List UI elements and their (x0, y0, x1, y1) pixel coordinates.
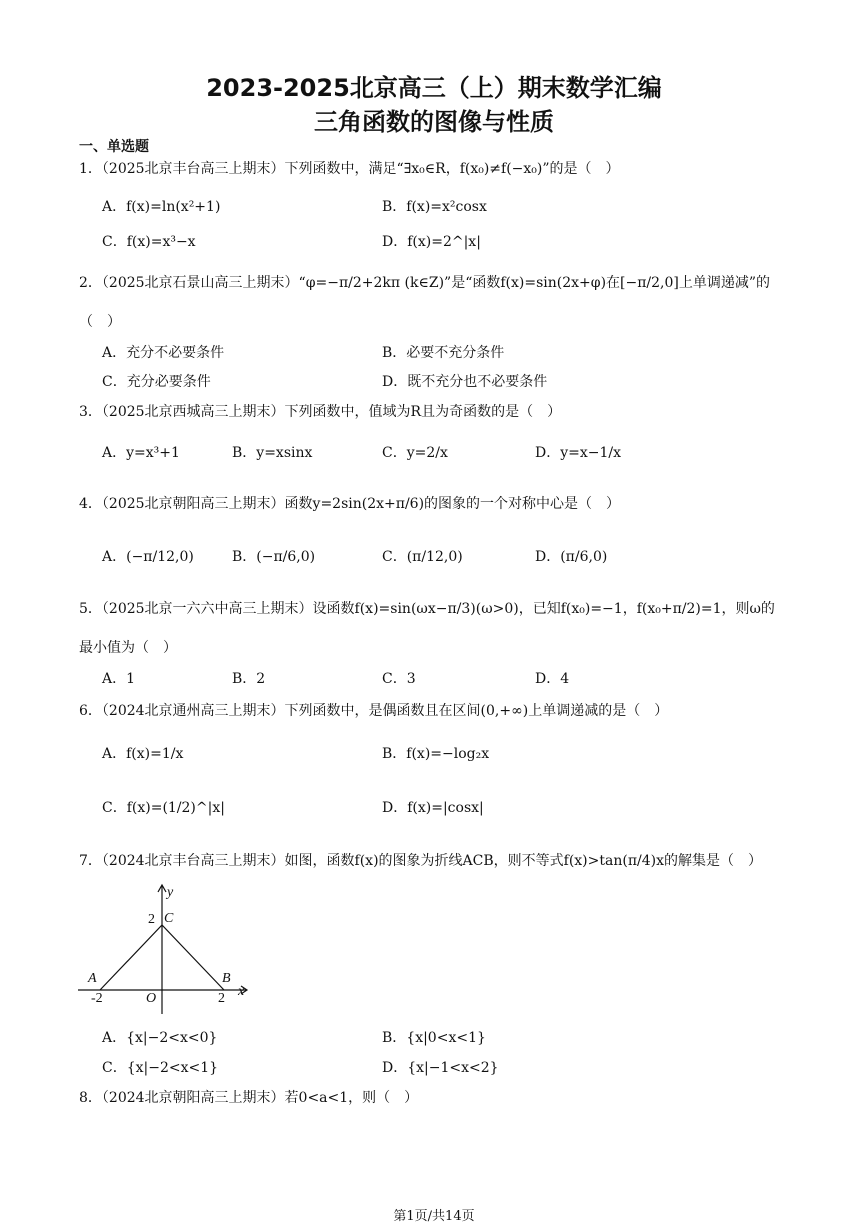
question-5-option-a: A．1 (102, 671, 136, 687)
document-subtitle: 三角函数的图像与性质 (314, 108, 554, 136)
question-2-stem: 2．（2025北京石景山高三上期末）“φ=−π/2+2kπ (k∈Z)”是“函数f(x)=sin(2x+φ)在[−π/2,0]上单调递减”的 (79, 275, 771, 291)
y-axis-label: y (167, 885, 174, 900)
question-5-stem-continued: 最小值为（ ） (79, 640, 177, 656)
question-2-option-b: B．必要不充分条件 (382, 345, 505, 361)
question-6-option-b: B．f(x)=−log₂x (382, 746, 490, 762)
x-tick-neg-2: -2 (91, 991, 103, 1006)
question-1-option-b: B．f(x)=x²cosx (382, 199, 487, 215)
question-3-option-b: B．y=xsinx (232, 445, 313, 461)
question-6-option-d: D．f(x)=|cosx| (382, 800, 484, 816)
question-1-option-c: C．f(x)=x³−x (102, 234, 196, 250)
x-axis-label: x (238, 984, 245, 999)
origin-label: O (146, 991, 157, 1006)
question-4-option-a: A．(−π/12,0) (102, 549, 194, 565)
question-4-stem: 4．（2025北京朝阳高三上期末）函数y=2sin(2x+π/6)的图象的一个对称中心是（ ） (79, 496, 621, 512)
question-3-option-d: D．y=x−1/x (535, 445, 622, 461)
point-a-label: A (88, 971, 97, 986)
question-7-option-b: B．{x|0<x<1} (382, 1030, 486, 1046)
question-5-option-d: D．4 (535, 671, 570, 687)
question-6-stem: 6．（2024北京通州高三上期末）下列函数中，是偶函数且在区间(0,+∞)上单调递减的是（ ） (79, 703, 669, 719)
page-footer: 第1页/共14页 (393, 1209, 475, 1224)
section-heading: 一、单选题 (79, 139, 149, 155)
question-1-option-d: D．f(x)=2^|x| (382, 234, 481, 250)
x-tick-2: 2 (218, 991, 225, 1006)
question-7-option-c: C．{x|−2<x<1} (102, 1060, 219, 1076)
question-1-stem: 1．（2025北京丰台高三上期末）下列函数中，满足“∃x₀∈R，f(x₀)≠f(−x₀)”的是（ ） (79, 161, 620, 177)
question-2-option-c: C．充分必要条件 (102, 374, 211, 390)
question-3-stem: 3．（2025北京西城高三上期末）下列函数中，值域为R且为奇函数的是（ ） (79, 404, 562, 420)
question-7-stem: 7．（2024北京丰台高三上期末）如图，函数f(x)的图象为折线ACB，则不等式f(x)>tan(π/4)x的解集是（ ） (79, 853, 763, 869)
question-2-option-d: D．既不充分也不必要条件 (382, 374, 548, 390)
point-c-label: C (164, 911, 174, 926)
question-5-option-c: C．3 (382, 671, 416, 687)
document-title: 2023-2025北京高三（上）期末数学汇编 (206, 74, 662, 102)
question-4-option-c: C．(π/12,0) (382, 549, 463, 565)
question-4-option-b: B．(−π/6,0) (232, 549, 316, 565)
question-7-graph (78, 880, 258, 1020)
question-2-stem-continued: （ ） (79, 314, 121, 330)
question-8-stem: 8．（2024北京朝阳高三上期末）若0<a<1，则（ ） (79, 1090, 419, 1106)
point-b-label: B (222, 971, 231, 986)
question-5-option-b: B．2 (232, 671, 266, 687)
question-6-option-c: C．f(x)=(1/2)^|x| (102, 800, 225, 816)
question-3-option-a: A．y=x³+1 (102, 445, 180, 461)
question-7-option-a: A．{x|−2<x<0} (102, 1030, 218, 1046)
question-4-option-d: D．(π/6,0) (535, 549, 608, 565)
question-6-option-a: A．f(x)=1/x (102, 746, 184, 762)
question-3-option-c: C．y=2/x (382, 445, 448, 461)
question-5-stem: 5．（2025北京一六六中高三上期末）设函数f(x)=sin(ωx−π/3)(ω>0)，已知f(x₀)=−1，f(x₀+π/2)=1，则ω的 (79, 601, 775, 617)
y-tick-2: 2 (148, 912, 155, 927)
question-2-option-a: A．充分不必要条件 (102, 345, 225, 361)
question-1-option-a: A．f(x)=ln(x²+1) (102, 199, 221, 215)
question-7-option-d: D．{x|−1<x<2} (382, 1060, 499, 1076)
